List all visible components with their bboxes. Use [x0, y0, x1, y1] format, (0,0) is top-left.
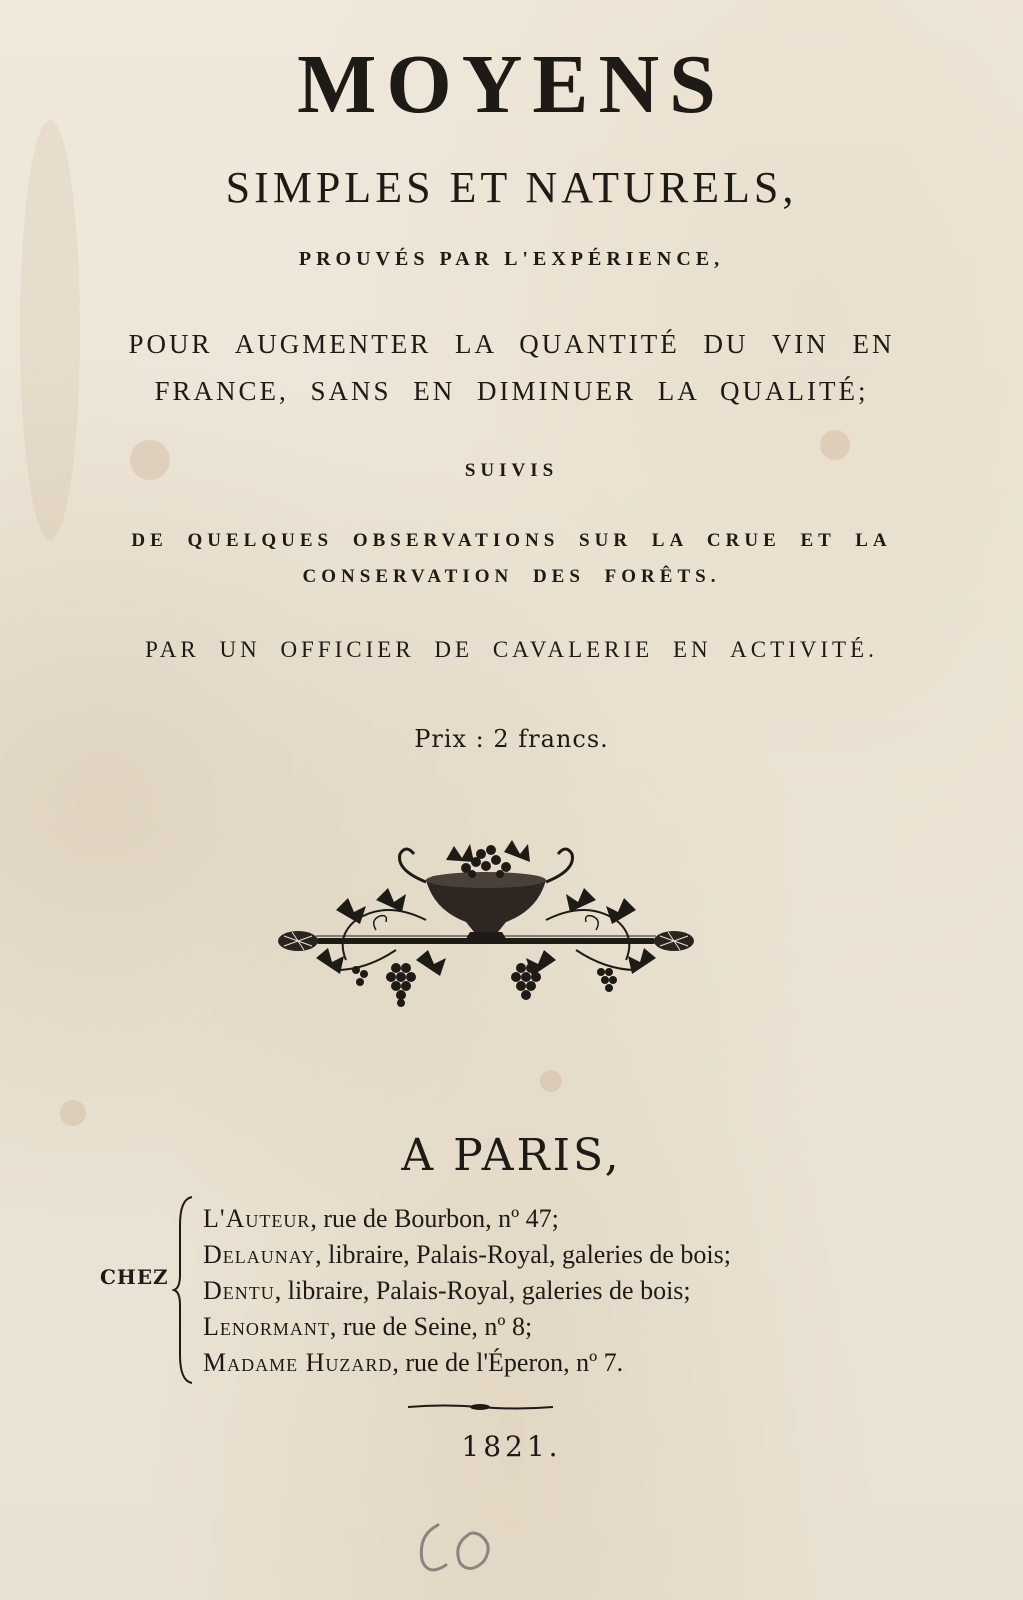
- address-list: [203, 1201, 731, 1381]
- subtitle-purpose-line-2: FRANCE, SANS EN DIMINUER LA QUALITÉ;: [154, 376, 869, 406]
- paper-stain: [60, 1100, 86, 1126]
- publication-year: 1821.: [461, 1430, 562, 1463]
- handwritten-pencil-mark-icon: [398, 1505, 508, 1585]
- subtitle-observations-line-2: CONSERVATION DES FORÊTS.: [302, 566, 721, 587]
- author-line: PAR UN OFFICIER DE CAVALERIE EN ACTIVITÉ.: [145, 637, 878, 662]
- book-title: MOYENS: [297, 38, 726, 131]
- paper-stain: [540, 1070, 562, 1092]
- subtitle-proven: PROUVÉS PAR L'EXPÉRIENCE,: [298, 248, 725, 270]
- imprint-city: A PARIS,: [401, 1130, 622, 1181]
- subtitle-observations-line-1: DE QUELQUES OBSERVATIONS SUR LA CRUE ET LA: [131, 530, 892, 551]
- curly-brace-icon: [172, 1195, 196, 1385]
- subtitle-purpose-line-1: POUR AUGMENTER LA QUANTITÉ DU VIN EN: [128, 329, 895, 359]
- chez-label: CHEZ: [100, 1265, 169, 1289]
- imprint-sellers: [100, 1195, 920, 1395]
- decorative-rule: [408, 1400, 553, 1414]
- address-line: Madame Huzard, rue de l'Éperon, nº 7.: [203, 1348, 624, 1377]
- address-line: Lenormant, rue de Seine, nº 8;: [203, 1312, 533, 1341]
- book-subtitle: SIMPLES ET NATURELS,: [225, 163, 798, 212]
- subtitle-suivis: SUIVIS: [464, 460, 559, 481]
- grape-vine-urn-ornament-icon: [276, 840, 696, 1020]
- price-line: Prix : 2 francs.: [414, 725, 609, 753]
- address-line: L'Auteur, rue de Bourbon, nº 47;: [203, 1204, 559, 1233]
- address-line: Dentu, libraire, Palais-Royal, galeries de bois;: [203, 1276, 691, 1305]
- paper-stain: [820, 430, 850, 460]
- address-line: Delaunay, libraire, Palais-Royal, galeries de bois;: [203, 1240, 731, 1269]
